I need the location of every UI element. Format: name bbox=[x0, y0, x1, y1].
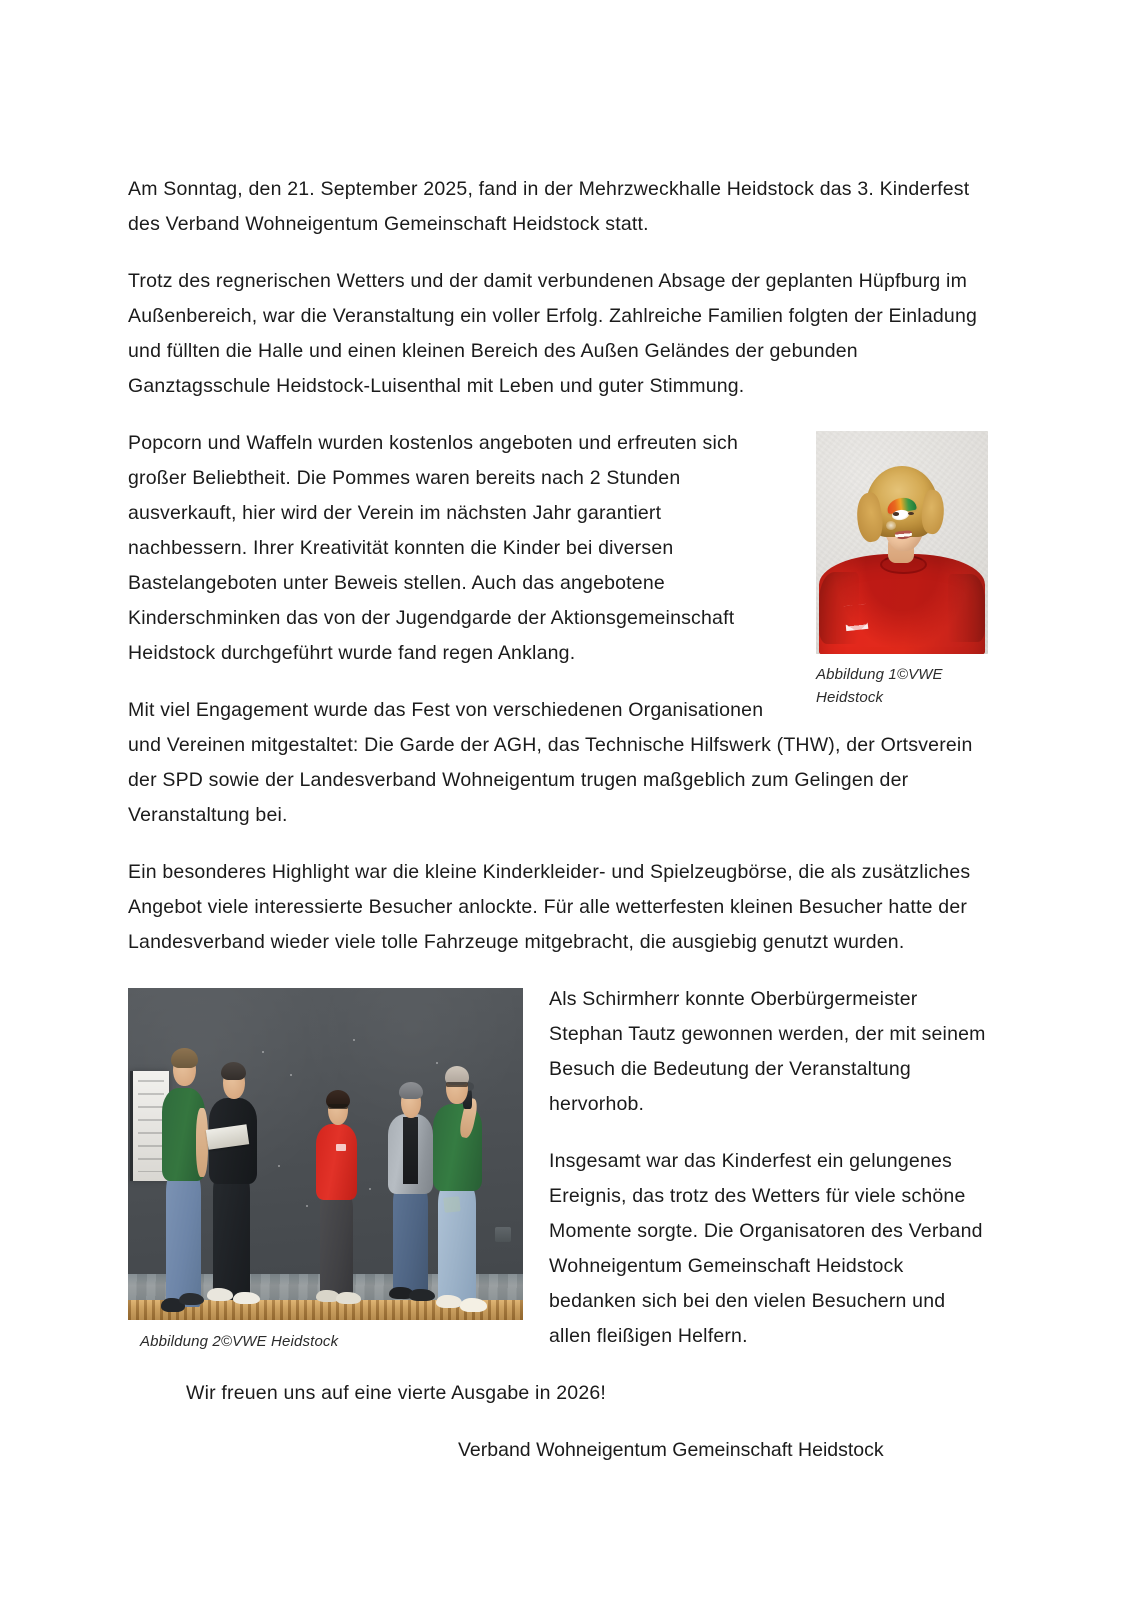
photo-person-b-shoe-right bbox=[233, 1292, 261, 1305]
photo-person-e-pocket bbox=[443, 1196, 460, 1213]
photo-person-c-shirt-logo bbox=[336, 1144, 346, 1151]
figure-1-photo bbox=[816, 431, 988, 654]
figure-1-caption: Abbildung 1©VWE Heidstock bbox=[816, 666, 943, 706]
photo-person-c-torso bbox=[316, 1124, 357, 1200]
photo-person-d-legs bbox=[393, 1187, 429, 1297]
photo-person-a-legs bbox=[166, 1174, 202, 1307]
photo-person-a-arm bbox=[196, 1108, 208, 1178]
photo-person-a-shoe-right bbox=[179, 1293, 205, 1305]
paragraph-patron: Als Schirmherr konnte Oberbürgermeister Stephan Tautz gewonnen werden, der mit seinem Besuch die Bedeutung der Veranstaltung hervorhob. bbox=[549, 988, 986, 1115]
figure-2 bbox=[128, 988, 523, 1353]
paragraph-weather: Trotz des regnerischen Wetters und der damit verbundenen Absage der geplanten Hüpfburg im Außenbereich, war die Veranstaltung ein voller Erfolg. Zahlreiche Familien folgten der Einladung und füllten die Halle und einen kleinen Bereich des Außen Geländes der gebunden Ganztagsschule Heidstock-Luisenthal mit Leben und guter Stimmung. bbox=[128, 270, 978, 397]
figure-2-caption: Abbildung 2©VWE Heidstock bbox=[140, 1333, 339, 1350]
photo-person-c-shoe-right bbox=[336, 1292, 361, 1304]
paragraph-organisations: Mit viel Engagement wurde das Fest von verschiedenen Organisationen und Vereinen mitgestaltet: Die Garde der AGH, das Technische Hilfswerk (THW), der Ortsverein der SPD sowie der Landesverband Wohneigentum trugen maßgeblich zum Gelingen der Veranstaltung bei. bbox=[128, 699, 973, 826]
paragraph-highlight: Ein besonderes Highlight war die kleine Kinderkleider- und Spielzeugbörse, die als zusätzliches Angebot viele interessierte Besucher anlockte. Für alle wetterfesten kleinen Besucher hatte der Landesverband wieder viele tolle Fahrzeuge mitgebracht, die ausgiebig genutzt wurden. bbox=[128, 861, 971, 953]
document-body bbox=[128, 172, 988, 1468]
paragraph-conclusion: Insgesamt war das Kinderfest ein gelungenes Ereignis, das trotz des Wetters für viele schöne Momente sorgte. Die Organisatoren des Verband Wohneigentum Gemeinschaft Heidstock bedanken sich bei den vielen Besuchern und allen fleißigen Helfern. bbox=[549, 1150, 983, 1347]
paragraph-food-and-crafts: Popcorn und Waffeln wurden kostenlos angeboten und erfreuten sich großer Beliebtheit. Die Pommes waren bereits nach 2 Stunden ausverkauft, hier wird der Verein im nächsten Jahr garantiert nachbessern. Ihrer Kreativität konnten die Kinder bei diversen Bastelangeboten unter Beweis stellen. Auch das angebotene Kinderschminken das von der Jugendgarde der Aktionsgemeinschaft Heidstock durchgeführt wurde fand regen Anklang. bbox=[128, 432, 738, 664]
photo-person-e-shoe-right bbox=[460, 1298, 488, 1311]
paragraph-next-edition: Wir freuen uns auf eine vierte Ausgabe in 2026! bbox=[186, 1382, 607, 1404]
photo-person-c-glasses bbox=[328, 1104, 349, 1109]
figure-1 bbox=[816, 431, 988, 709]
photo-person-d-shoe-right bbox=[409, 1289, 434, 1301]
photo-person-e-shoe-left bbox=[436, 1295, 462, 1308]
photo-person-d-shirt bbox=[403, 1117, 418, 1183]
photo-person-a-hair bbox=[171, 1048, 197, 1068]
paragraph-intro: Am Sonntag, den 21. September 2025, fand in der Mehrzweckhalle Heidstock das 3. Kinderfest des Verband Wohneigentum Gemeinschaft Heidstock statt. bbox=[128, 178, 970, 235]
photo-person-e-glasses bbox=[446, 1082, 467, 1087]
photo-wall-socket bbox=[495, 1227, 511, 1242]
photo-person-c-legs bbox=[320, 1194, 354, 1300]
photo-left-eye bbox=[893, 512, 899, 515]
photo-right-eye bbox=[908, 512, 914, 515]
photo-shirt-logo bbox=[844, 604, 869, 631]
photo-person-d-hair bbox=[399, 1082, 423, 1099]
signature-line: Verband Wohneigentum Gemeinschaft Heidstock bbox=[458, 1439, 884, 1461]
figure-2-photo bbox=[128, 988, 523, 1320]
photo-person-b-shoe-left bbox=[207, 1288, 233, 1301]
photo-person-b-legs bbox=[213, 1174, 251, 1300]
